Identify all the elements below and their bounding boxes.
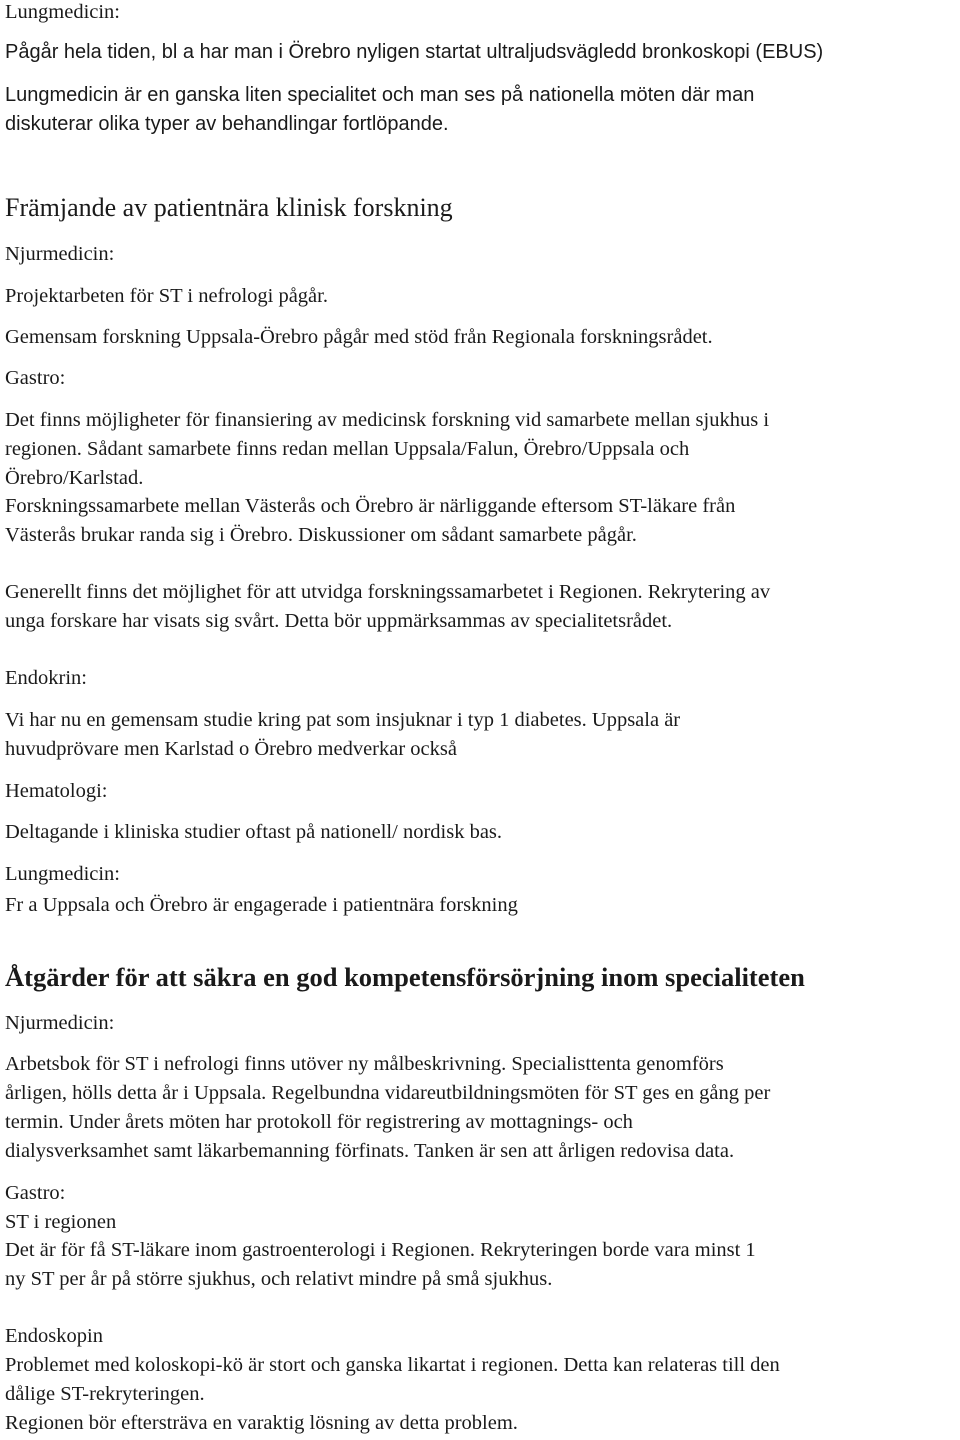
paragraph-line: årligen, hölls detta år i Uppsala. Regelbundna vidareutbildningsmöten för ST ges en gång per	[5, 1082, 771, 1104]
paragraph-line: Generellt finns det möjlighet för att utvidga forskningssamarbetet i Regionen. Rekrytering av	[5, 581, 771, 603]
section-label: Gastro:	[5, 1182, 66, 1204]
paragraph-line: termin. Under årets möten har protokoll för registrering av mottagnings- och	[5, 1111, 633, 1133]
section-heading: Åtgärder för att säkra en god kompetensförsörjning inom specialiteten	[5, 962, 805, 992]
paragraph-line: Regionen bör eftersträva en varaktig lösning av detta problem.	[5, 1412, 518, 1434]
section-label: Endokrin:	[5, 667, 87, 689]
paragraph-line: Lungmedicin är en ganska liten specialitet och man ses på nationella möten där man	[5, 84, 755, 106]
section-label: Gastro:	[5, 367, 66, 389]
paragraph-line: Problemet med koloskopi-kö är stort och ganska likartat i regionen. Detta kan relateras till den	[5, 1354, 780, 1376]
paragraph-line: Det finns möjligheter för finansiering av medicinsk forskning vid samarbete mellan sjukhus i	[5, 409, 770, 431]
paragraph-line: Det är för få ST-läkare inom gastroenterologi i Regionen. Rekryteringen borde vara minst 1	[5, 1239, 756, 1261]
section-label: Hematologi:	[5, 780, 108, 802]
paragraph-line: regionen. Sådant samarbete finns redan mellan Uppsala/Falun, Örebro/Uppsala och	[5, 438, 690, 460]
paragraph-line: dålige ST-rekryteringen.	[5, 1383, 205, 1405]
subsection-label: ST i regionen	[5, 1211, 117, 1233]
paragraph-line: Forskningssamarbete mellan Västerås och Örebro är närliggande eftersom ST-läkare från	[5, 495, 736, 517]
section-label: Lungmedicin:	[5, 1, 121, 23]
paragraph-line: Pågår hela tiden, bl a har man i Örebro nyligen startat ultraljudsvägledd bronkoskopi (EBUS)	[5, 41, 824, 63]
section-label: Njurmedicin:	[5, 243, 115, 265]
section-label: Lungmedicin:	[5, 863, 121, 885]
paragraph-line: dialysverksamhet samt läkarbemanning förfinats. Tanken är sen att årligen redovisa data.	[5, 1140, 735, 1162]
paragraph-line: unga forskare har visats sig svårt. Detta bör uppmärksammas av specialitetsrådet.	[5, 610, 673, 632]
paragraph-line: Örebro/Karlstad.	[5, 467, 144, 489]
section-heading: Främjande av patientnära klinisk forskning	[5, 193, 453, 222]
paragraph-line: Deltagande i kliniska studier oftast på nationell/ nordisk bas.	[5, 821, 503, 843]
paragraph-line: Västerås brukar randa sig i Örebro. Diskussioner om sådant samarbete pågår.	[5, 524, 637, 546]
paragraph-line: Vi har nu en gemensam studie kring pat som insjuknar i typ 1 diabetes. Uppsala är	[5, 709, 681, 731]
paragraph-line: Gemensam forskning Uppsala-Örebro pågår med stöd från Regionala forskningsrådet.	[5, 326, 713, 348]
paragraph-line: Projektarbeten för ST i nefrologi pågår.	[5, 285, 328, 307]
paragraph-line: Fr a Uppsala och Örebro är engagerade i patientnära forskning	[5, 894, 518, 916]
paragraph-line: diskuterar olika typer av behandlingar fortlöpande.	[5, 113, 449, 135]
paragraph-line: huvudprövare men Karlstad o Örebro medverkar också	[5, 738, 457, 760]
section-label: Njurmedicin:	[5, 1012, 115, 1034]
paragraph-line: Arbetsbok för ST i nefrologi finns utöver ny målbeskrivning. Specialisttenta genomförs	[5, 1053, 724, 1075]
subsection-label: Endoskopin	[5, 1325, 103, 1347]
paragraph-line: ny ST per år på större sjukhus, och relativt mindre på små sjukhus.	[5, 1268, 553, 1290]
